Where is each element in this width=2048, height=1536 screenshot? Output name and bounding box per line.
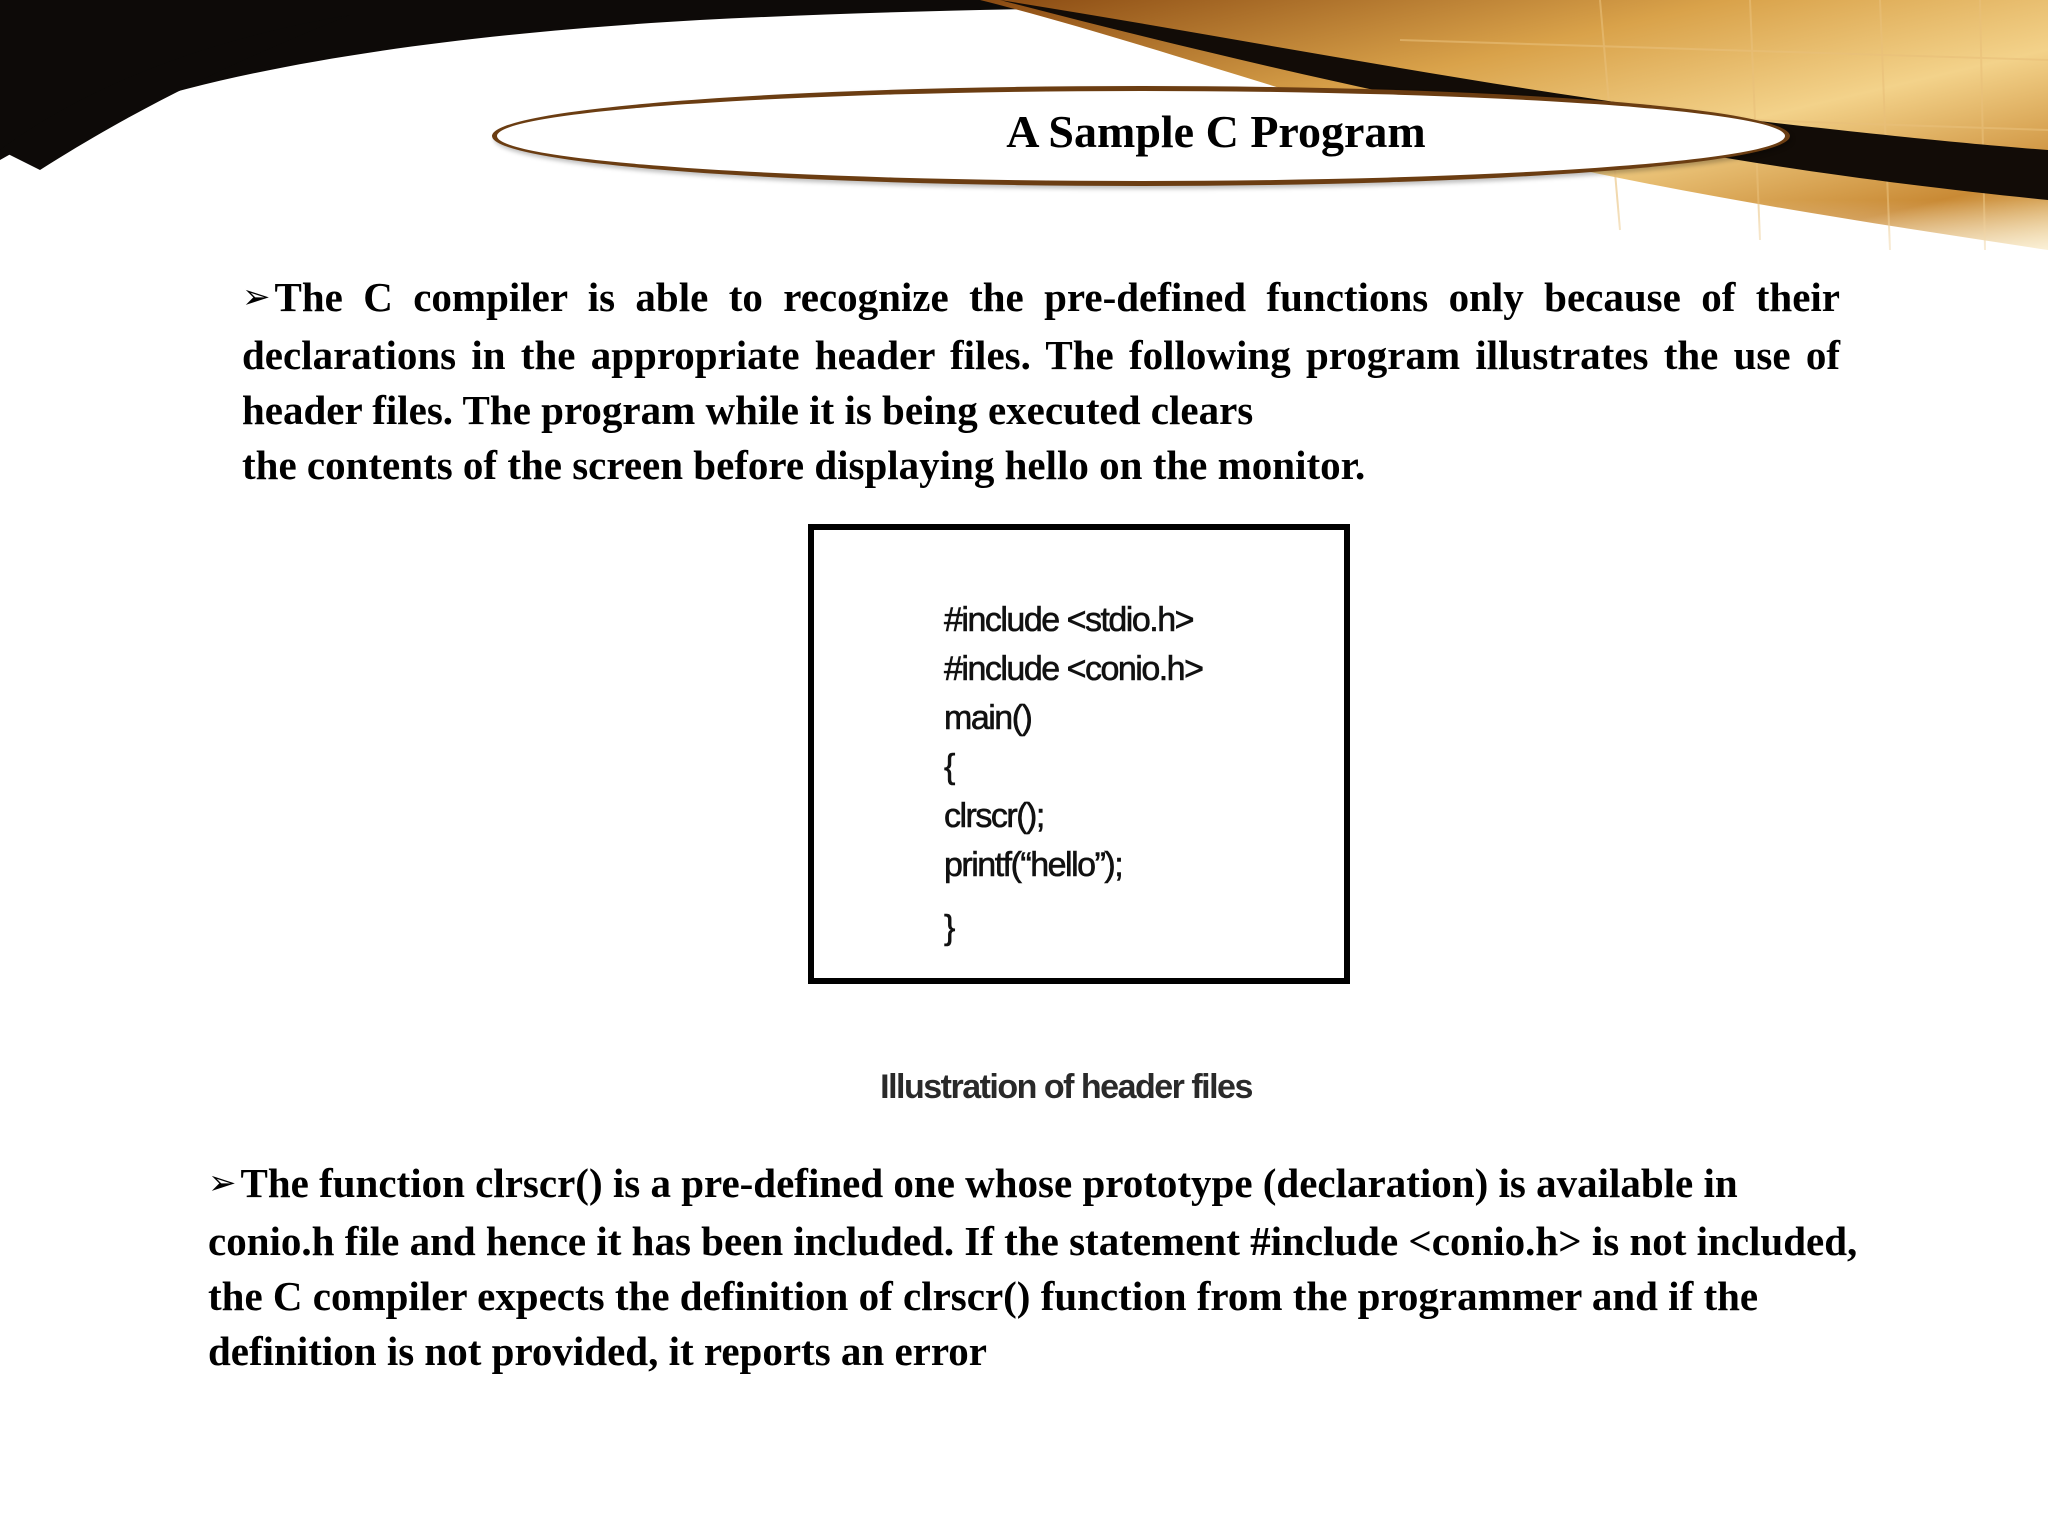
intro-paragraph: [242, 270, 1840, 493]
arrow-bullet-icon: ➢: [208, 1163, 237, 1203]
code-line: main(): [944, 699, 1032, 737]
arrow-bullet-icon: ➢: [242, 277, 271, 317]
intro-paragraph-justified: [242, 270, 1840, 438]
explanation-paragraph: [208, 1156, 1868, 1379]
code-line: printf(“hello”);: [944, 846, 1123, 884]
intro-text-line-1: The C compiler is able to recognize the pre-defined functions only because of their declarations in the appropriate header files. The following program illustrates the use of header files. The program while it is being executed clears: [242, 274, 1840, 433]
intro-text-line-2: the contents of the screen before displaying hello on the monitor.: [242, 442, 1366, 488]
slide-title: A Sample C Program: [1006, 106, 1426, 157]
code-line: #include <conio.h>: [944, 650, 1203, 688]
code-line: {: [944, 748, 954, 786]
code-line: clrscr();: [944, 797, 1044, 835]
code-listing: [944, 596, 1202, 953]
figure-caption: Illustration of header files: [880, 1068, 1252, 1106]
code-line: #include <stdio.h>: [944, 601, 1193, 639]
explanation-text: The function clrscr() is a pre-defined one whose prototype (declaration) is available in conio.h file and hence it has been included. If the statement #include <conio.h> is not included, the C compiler expects the definition of clrscr() function from the programmer and if the definition is not provided, it reports an error: [208, 1160, 1858, 1374]
code-line: }: [944, 909, 954, 947]
